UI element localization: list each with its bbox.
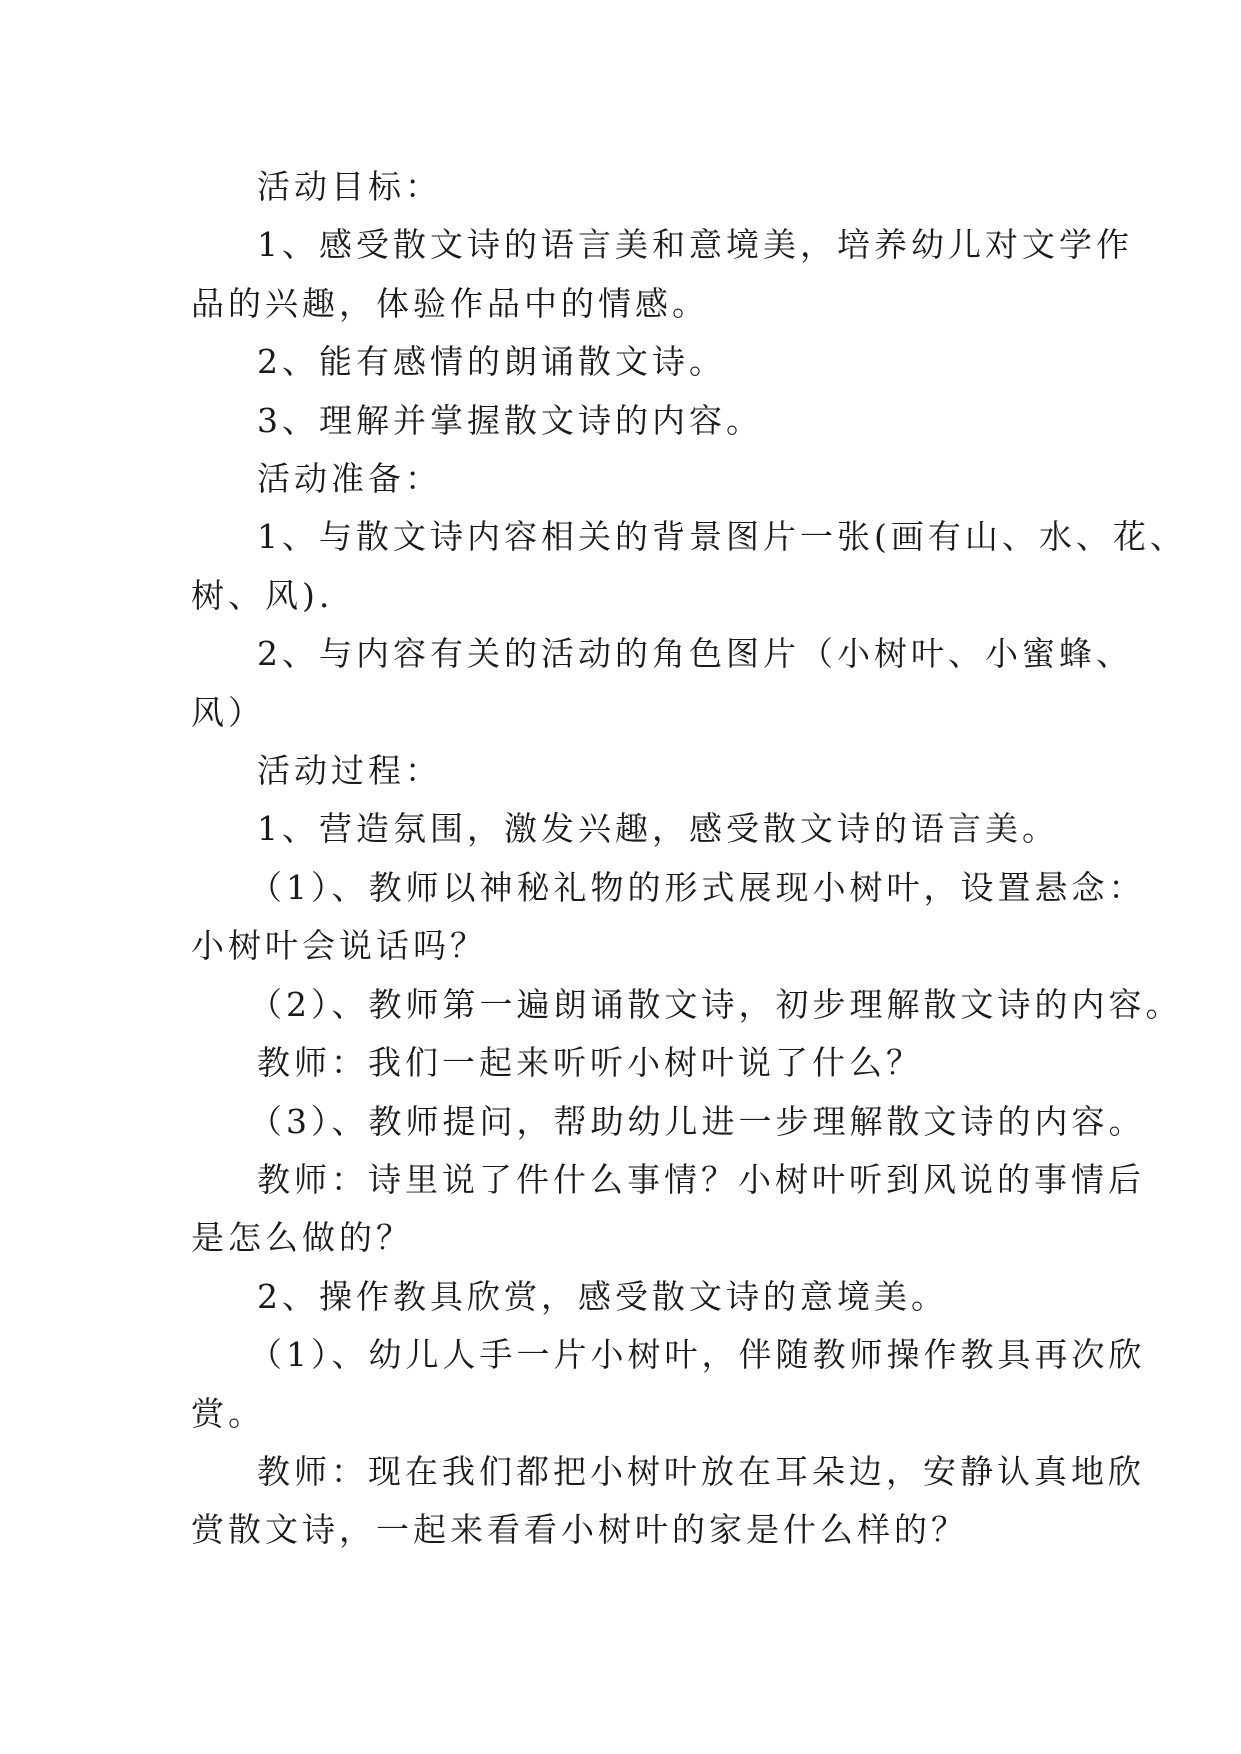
paragraph-line: 品的兴趣，体验作品中的情感。: [191, 283, 709, 323]
paragraph-line: 1、感受散文诗的语言美和意境美，培养幼儿对文学作: [257, 225, 1133, 265]
paragraph-line: （3）、教师提问，帮助幼儿进一步理解散文诗的内容。: [249, 1101, 1146, 1141]
paragraph-line: （2）、教师第一遍朗诵散文诗，初步理解散文诗的内容。: [249, 984, 1183, 1024]
paragraph-line: （1）、幼儿人手一片小树叶，伴随教师操作教具再次欣: [249, 1335, 1146, 1375]
paragraph-line: 2、操作教具欣赏，感受散文诗的意境美。: [257, 1276, 948, 1316]
paragraph-line: 3、理解并掌握散文诗的内容。: [257, 400, 763, 440]
paragraph-line: 2、能有感情的朗诵散文诗。: [257, 342, 726, 382]
paragraph-line: （1）、教师以神秘礼物的形式展现小树叶，设置悬念：: [249, 867, 1146, 907]
paragraph-line: 教师：现在我们都把小树叶放在耳朵边，安静认真地欣: [257, 1451, 1145, 1491]
paragraph-line: 树、风).: [191, 575, 334, 615]
paragraph-line: 是怎么做的？: [191, 1218, 413, 1258]
paragraph-line: 1、与散文诗内容相关的背景图片一张(画有山、水、花、: [257, 517, 1187, 557]
paragraph-line: 赏散文诗，一起来看看小树叶的家是什么样的？: [191, 1510, 968, 1550]
paragraph-line: 风）: [191, 692, 265, 732]
section-heading-preparation: 活动准备：: [257, 459, 442, 499]
section-heading-objectives: 活动目标：: [257, 167, 442, 206]
paragraph-line: 小树叶会说话吗？: [191, 926, 487, 966]
paragraph-line: 教师：诗里说了件什么事情？小树叶听到风说的事情后: [257, 1159, 1145, 1199]
section-heading-process: 活动过程：: [257, 751, 442, 791]
paragraph-line: 赏。: [191, 1393, 265, 1433]
paragraph-line: 教师：我们一起来听听小树叶说了什么？: [257, 1043, 923, 1083]
document-body: [191, 158, 1187, 1560]
paragraph-line: 2、与内容有关的活动的角色图片（小树叶、小蜜蜂、: [257, 634, 1133, 674]
paragraph-line: 1、营造氛围，激发兴趣，感受散文诗的语言美。: [257, 809, 1059, 849]
